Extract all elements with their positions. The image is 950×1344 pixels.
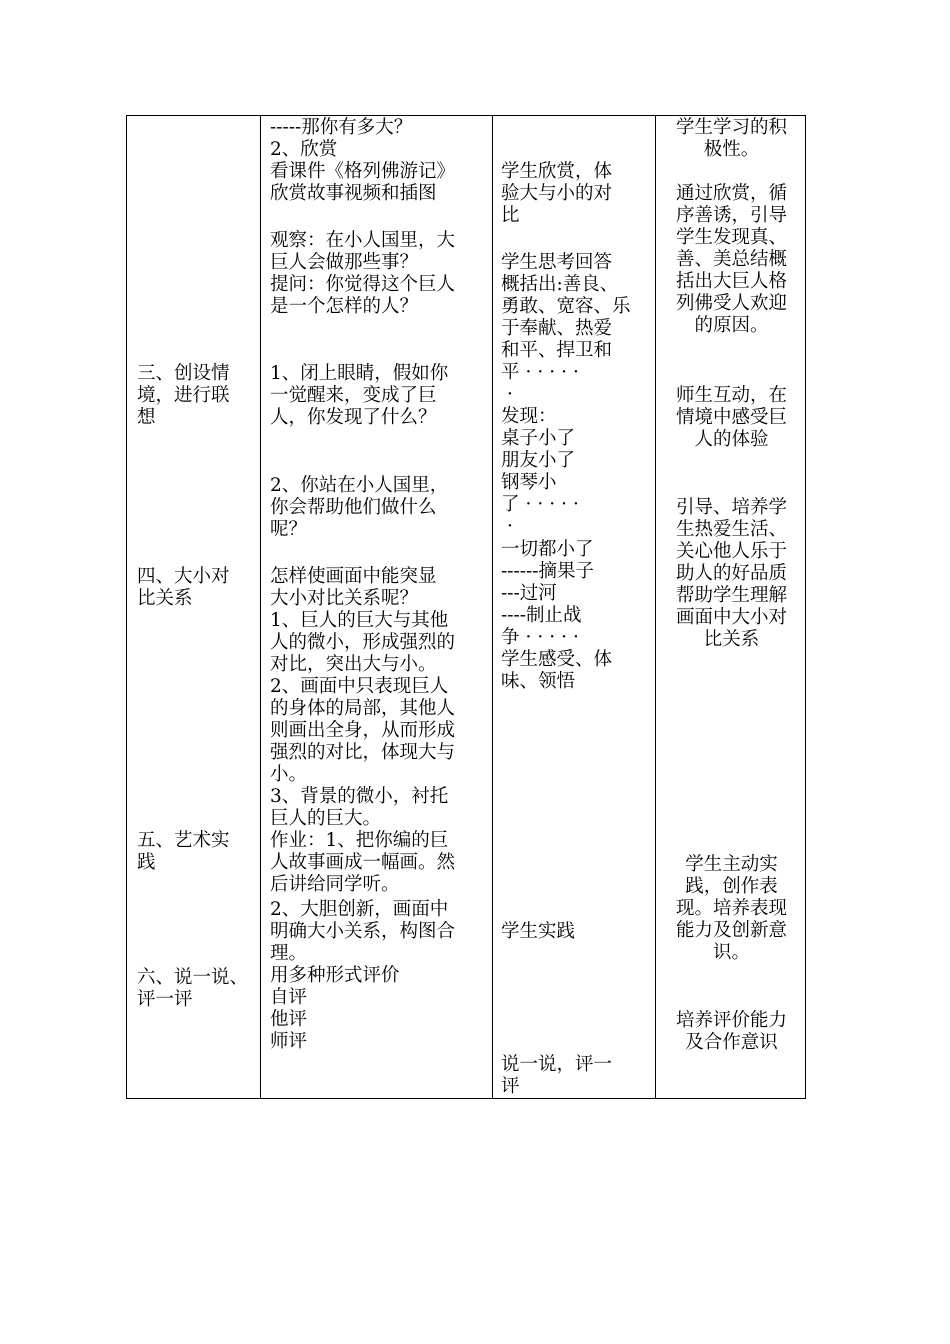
teacher-line: 人故事画成一幅画。然 <box>270 852 456 873</box>
teacher-line: 强烈的对比，体现大与 <box>270 742 456 763</box>
lesson-plan-table <box>126 115 806 1099</box>
student-line: · <box>507 384 513 405</box>
stage-heading-line: 比关系 <box>137 588 193 609</box>
student-line: ------摘果子 <box>501 561 595 582</box>
stage-heading-line: 四、大小对 <box>137 566 230 587</box>
intent-line: 识。 <box>712 942 750 963</box>
student-line: 概括出:善良、 <box>501 274 619 295</box>
student-line: 桌子小了 <box>501 428 576 449</box>
teacher-line: 巨人会做那些事？ <box>270 252 419 273</box>
intent-line: 帮助学生理解 <box>675 585 787 606</box>
student-line: 于奉献、热爱 <box>501 318 613 339</box>
teacher-line: 观察：在小人国里，大 <box>270 230 456 251</box>
student-line: 学生感受、体 <box>501 649 613 670</box>
teacher-line: 2、你站在小人国里， <box>270 475 449 496</box>
student-line: 了····· <box>501 494 585 515</box>
teacher-line: -----那你有多大？ <box>270 117 413 138</box>
student-line: 争····· <box>501 627 585 648</box>
intent-line: 通过欣赏，循 <box>675 183 787 204</box>
stage-heading-line: 境，进行联 <box>137 385 230 406</box>
student-line: 学生实践 <box>501 921 576 942</box>
teacher-line: 人，你发现了什么？ <box>270 407 437 428</box>
teacher-line: 提问：你觉得这个巨人 <box>270 274 456 295</box>
teacher-line: 大小对比关系呢？ <box>270 588 419 609</box>
stage-heading-line: 三、创设情 <box>137 363 230 384</box>
teacher-line: 的身体的局部，其他人 <box>270 698 456 719</box>
teacher-line: 1、巨人的巨大与其他 <box>270 610 449 631</box>
teacher-line: 巨人的巨大。 <box>270 808 382 829</box>
teacher-line: 作业：1、把你编的巨 <box>270 830 449 851</box>
stage-heading-line: 评一评 <box>137 989 193 1010</box>
student-line: 勇敢、宽容、乐 <box>501 296 631 317</box>
teacher-line: 一觉醒来，变成了巨 <box>270 385 437 406</box>
student-line: · <box>507 516 513 537</box>
teacher-line: 看课件《格列佛游记》 <box>270 161 456 182</box>
teacher-line: 则画出全身，从而形成 <box>270 720 456 741</box>
teacher-line: 是一个怎样的人？ <box>270 296 419 317</box>
student-line: 比 <box>501 205 520 226</box>
intent-line: 生热爱生活、 <box>675 519 787 540</box>
teacher-line: 后讲给同学听。 <box>270 874 400 895</box>
intent-line: 学生发现真、 <box>675 227 787 248</box>
teacher-line: 明确大小关系，构图合 <box>270 921 456 942</box>
stage-heading-line: 六、说一说、 <box>137 967 249 988</box>
intent-line: 极性。 <box>703 139 760 160</box>
intent-line: 师生互动，在 <box>675 385 787 406</box>
teacher-line: 他评 <box>270 1009 308 1030</box>
stage-heading-line: 五、艺术实 <box>137 830 230 851</box>
teacher-line: 理。 <box>270 943 308 964</box>
student-line: 朋友小了 <box>501 450 576 471</box>
intent-line: 能力及创新意 <box>675 920 787 941</box>
student-line: 一切都小了 <box>501 539 594 560</box>
teacher-line: 对比，突出大与小。 <box>270 654 437 675</box>
student-line: 平····· <box>501 362 585 383</box>
intent-line: 情境中感受巨 <box>675 407 787 428</box>
intent-line: 践，创作表 <box>685 876 778 897</box>
teacher-line: 3、背景的微小，衬托 <box>270 786 449 807</box>
teacher-line: 用多种形式评价 <box>270 965 400 986</box>
intent-line: 的原因。 <box>694 315 769 336</box>
student-line: ----制止战 <box>501 605 582 626</box>
student-line: 评 <box>501 1076 520 1097</box>
teacher-line: 你会帮助他们做什么 <box>270 497 437 518</box>
teacher-line: 2、大胆创新，画面中 <box>270 899 449 920</box>
student-line: 学生欣赏，体 <box>501 161 613 182</box>
intent-line: 列佛受人欢迎 <box>675 293 787 314</box>
intent-line: 引导、培养学 <box>675 497 787 518</box>
student-line: 钢琴小 <box>501 472 557 493</box>
teacher-line: 2、欣赏 <box>270 139 338 160</box>
column-divider <box>260 116 261 1098</box>
intent-line: 学生学习的积 <box>675 117 787 138</box>
intent-line: 人的体验 <box>694 429 769 450</box>
student-line: 味、领悟 <box>501 671 576 692</box>
teacher-line: 呢？ <box>270 519 308 540</box>
intent-line: 括出大巨人格 <box>675 271 787 292</box>
intent-line: 关心他人乐于 <box>675 541 787 562</box>
intent-line: 善、美总结概 <box>675 249 787 270</box>
teacher-line: 自评 <box>270 987 308 1008</box>
intent-line: 比关系 <box>703 629 760 650</box>
intent-line: 培养评价能力 <box>675 1010 787 1031</box>
student-line: 发现： <box>501 406 557 427</box>
intent-line: 现。培养表现 <box>675 898 787 919</box>
student-line: 说一说，评一 <box>501 1054 613 1075</box>
stage-heading-line: 想 <box>137 407 156 428</box>
intent-line: 助人的好品质 <box>675 563 787 584</box>
student-line: 和平、捍卫和 <box>501 340 613 361</box>
teacher-line: 怎样使画面中能突显 <box>270 566 437 587</box>
intent-line: 画面中大小对 <box>675 607 787 628</box>
intent-line: 及合作意识 <box>685 1032 778 1053</box>
student-line: 验大与小的对 <box>501 183 613 204</box>
intent-line: 序善诱，引导 <box>675 205 787 226</box>
column-divider <box>492 116 493 1098</box>
teacher-line: 小。 <box>270 764 308 785</box>
teacher-line: 师评 <box>270 1031 308 1052</box>
student-line: ---过河 <box>501 583 557 604</box>
teacher-line: 人的微小，形成强烈的 <box>270 632 456 653</box>
stage-heading-line: 践 <box>137 852 156 873</box>
teacher-line: 欣赏故事视频和插图 <box>270 183 437 204</box>
teacher-line: 1、闭上眼睛，假如你 <box>270 363 449 384</box>
student-line: 学生思考回答 <box>501 252 613 273</box>
intent-line: 学生主动实 <box>685 854 778 875</box>
teacher-line: 2、画面中只表现巨人 <box>270 676 449 697</box>
